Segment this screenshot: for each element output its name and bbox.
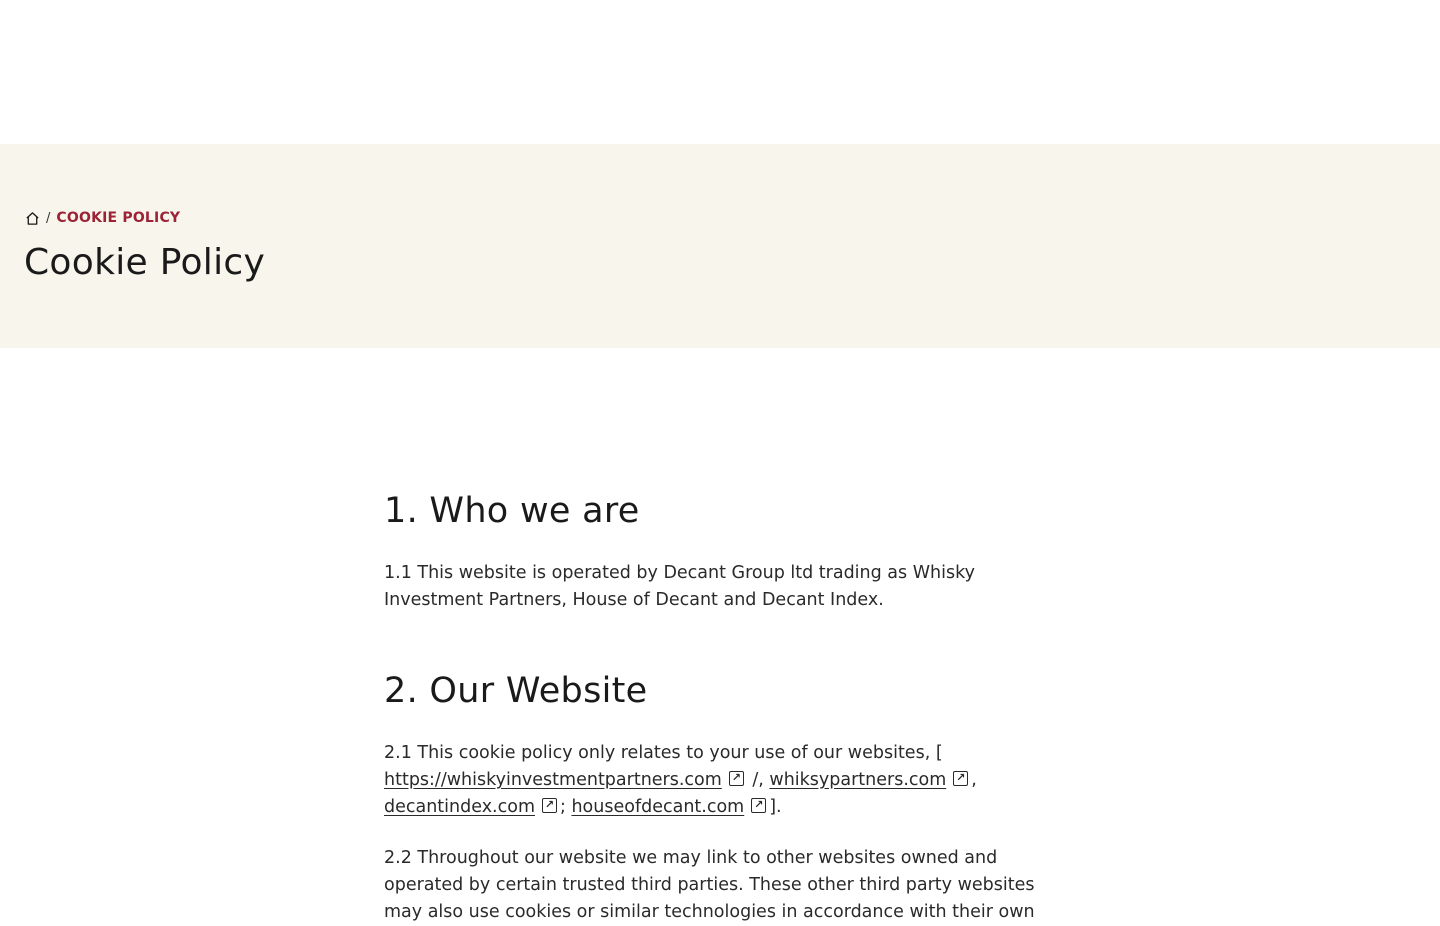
section-heading-our-website: 2. Our Website <box>384 671 648 711</box>
external-link-icon <box>751 798 766 813</box>
page-hero <box>0 144 1440 348</box>
section-heading-who-we-are: 1. Who we are <box>384 491 640 531</box>
external-link-icon <box>729 771 744 786</box>
breadcrumb-separator: / <box>46 210 51 226</box>
link-whiksypartners[interactable]: whiksypartners.com <box>769 770 947 790</box>
paragraph-1-1: 1.1 This website is operated by Decant Group ltd trading as Whisky Investment Partners, House of Decant and Decant Index. <box>384 563 975 610</box>
home-icon[interactable] <box>24 210 40 226</box>
policy-content <box>384 488 1064 926</box>
breadcrumb-current: COOKIE POLICY <box>56 210 181 226</box>
link-separator: /, <box>746 770 770 790</box>
breadcrumb <box>24 210 180 226</box>
external-link-icon <box>953 771 968 786</box>
link-separator: , <box>971 770 977 790</box>
external-link-icon <box>542 798 557 813</box>
paragraph-2-1 <box>384 740 1064 821</box>
link-houseofdecant[interactable]: houseofdecant.com <box>571 797 745 817</box>
paragraph-2-2: 2.2 Throughout our website we may link to other websites owned and operated by certain trusted third parties. These other third party websites may also use cookies or similar technologies in accordance with their own <box>384 848 1035 922</box>
top-header-bar <box>0 0 1440 144</box>
page-title: Cookie Policy <box>24 242 266 283</box>
link-whiskyinvestmentpartners[interactable]: https://whiskyinvestmentpartners.com <box>384 770 722 790</box>
link-separator: ; <box>560 797 572 817</box>
link-decantindex[interactable]: decantindex.com <box>384 797 535 817</box>
paragraph-2-1-prefix: 2.1 This cookie policy only relates to your use of our websites, [ <box>384 743 943 763</box>
link-separator: ]. <box>769 797 782 817</box>
